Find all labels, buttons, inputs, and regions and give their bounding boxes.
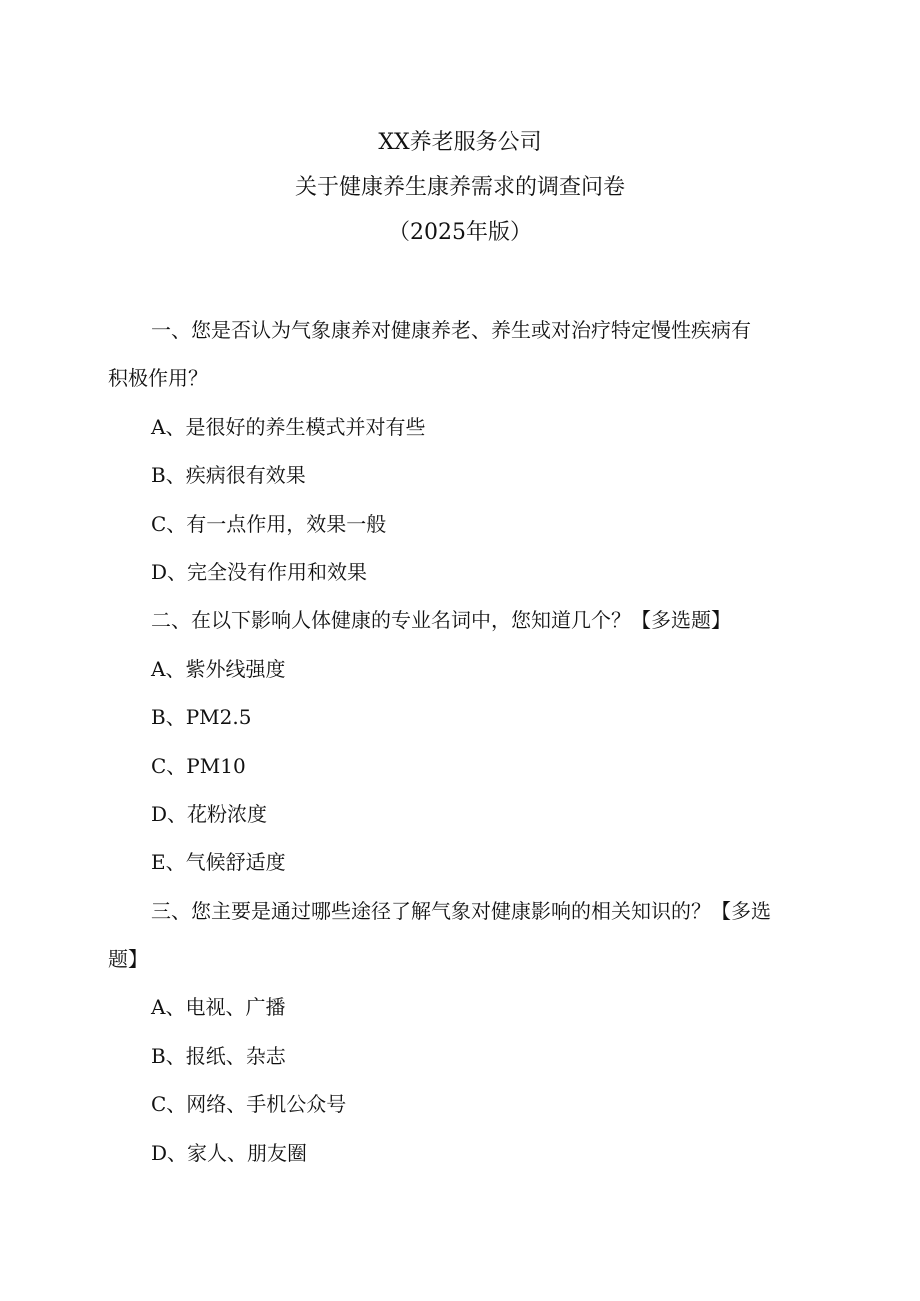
question-3 [108, 887, 816, 1177]
company-name: XX养老服务公司 [378, 130, 542, 155]
edition-label: （2025年版） [388, 220, 532, 245]
question-text: 题】 [108, 947, 148, 972]
survey-title: 关于健康养生康养需求的调查问卷 [294, 175, 625, 200]
option-item: C、有一点作用，效果一般 [151, 511, 387, 536]
question-text: 一、您是否认为气象康养对健康养老、养生或对治疗特定慢性疾病有 [151, 318, 751, 342]
question-text: 三、您主要是通过哪些途径了解气象对健康影响的相关知识的？【多选 [151, 898, 771, 923]
option-item: C、网络、手机公众号 [151, 1092, 347, 1117]
question-text: 二、在以下影响人体健康的专业名词中，您知道几个？【多选题】 [151, 608, 731, 633]
option-item: E、气候舒适度 [151, 850, 286, 875]
question-list [108, 306, 816, 1177]
option-item: A、是很好的养生模式并对有些 [151, 414, 426, 439]
option-item: D、家人、朋友圈 [151, 1140, 308, 1165]
option-item: B、PM2.5 [151, 705, 252, 730]
option-item: B、疾病很有效果 [151, 463, 306, 488]
option-item: A、电视、广播 [151, 995, 286, 1020]
option-item: B、报纸、杂志 [151, 1043, 286, 1068]
question-2 [108, 596, 816, 886]
option-item: A、紫外线强度 [151, 656, 286, 681]
question-1 [108, 306, 816, 596]
option-item: D、完全没有作用和效果 [151, 559, 368, 584]
option-item: D、花粉浓度 [151, 801, 268, 826]
option-item: C、PM10 [151, 753, 246, 778]
question-text: 积极作用？ [108, 366, 208, 391]
document-header [0, 120, 920, 255]
